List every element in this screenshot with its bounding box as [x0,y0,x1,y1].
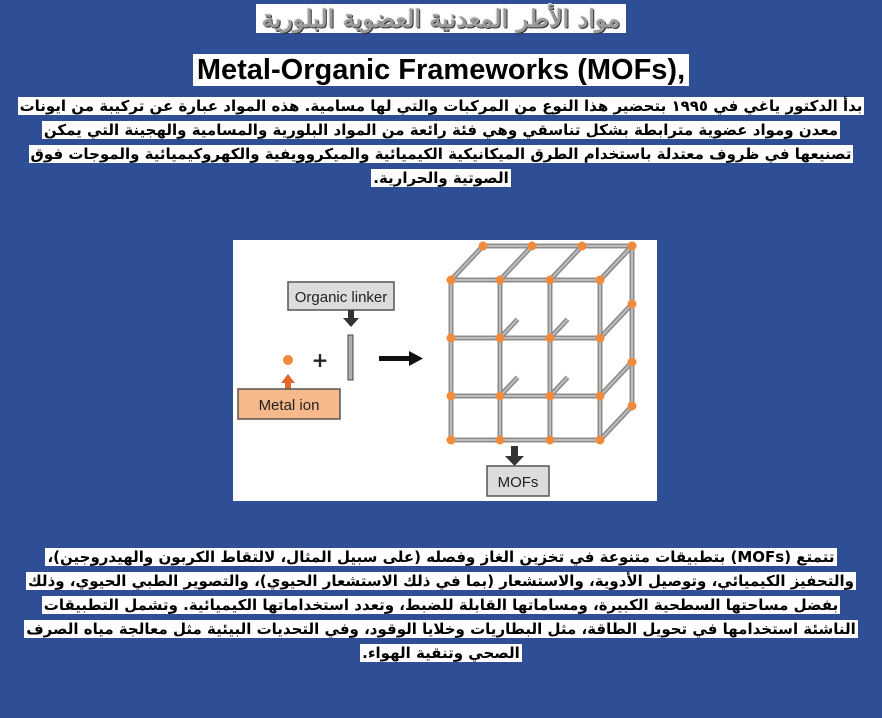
metal-node [628,358,637,367]
lattice-rod-highlight [600,362,632,396]
arabic-title [0,2,882,36]
metal-node [447,392,456,401]
organic-linker-label: Organic linker [294,289,388,306]
metal-node [528,242,537,251]
arabic-title-text: مواد الأطر المعدنية العضوية البلورية [256,4,627,33]
applications-paragraph-text: تتمتع (MOFs) بتطبيقات متنوعة في تخزين الغاز وفصله (على سبيل المثال، لالتقاط الكربون والهيدروجين)، والتحفيز الكيميائي، وتوصيل الأدوية، والاستشعار (بما في ذلك الاستشعار الحيوي)، والتصوير الطبي الحيوي، وذلك بفضل مساحتها السطحية الكبيرة، ومساماتها القابلة للضبط، وتعدد استخداماتها الكيميائية. وتشمل التطبيقات الناشئة استخدامها في تحويل الطاقة، مثل البطاريات وخلايا الوقود، وفي التحديات البيئية مثل معالجة مياه الصرف الصحي وتنقية الهواء. [26,548,856,662]
metal-node [447,436,456,445]
metal-ion-arrow-icon [281,374,295,389]
lattice-rod-highlight [600,406,632,440]
metal-node [578,242,587,251]
metal-node [447,334,456,343]
plus-sign: + [311,348,329,372]
metal-node [496,392,505,401]
metal-node [496,334,505,343]
metal-ion-dot [283,355,293,365]
metal-node [596,334,605,343]
lattice-rod-highlight [600,246,632,280]
lattice-rod-highlight [550,246,582,280]
metal-node [628,402,637,411]
mofs-arrow-icon [505,446,524,466]
intro-paragraph [16,94,866,190]
english-title [0,50,882,90]
metal-node [546,436,555,445]
metal-node [596,436,605,445]
metal-node [546,334,555,343]
linker-rod [348,335,353,380]
metal-node [496,276,505,285]
metal-node [596,276,605,285]
mof-diagram [233,240,657,501]
metal-node [628,242,637,251]
intro-paragraph-text: بدأ الدكتور ياغي في ١٩٩٥ بتحضير هذا النوع من المركبات والتي لها مسامية. هذه المواد عبارة عن تركيبة من ايونات معدن ومواد عضوية مترابطة بشكل تناسقي وهي فئة رائعة من المواد البلورية والمسامية والهجينة التي يمكن تصنيعها في ظروف معتدلة باستخدام الطرق الميكانيكية الكيميائية والميكروويفية والكهروكيميائية والموجات فوق الصوتية والحرارية. [19,97,863,187]
mofs-label: MOFs [497,474,539,491]
metal-ion-label: Metal ion [258,397,320,414]
metal-node [546,392,555,401]
applications-paragraph [16,545,866,665]
metal-node [596,392,605,401]
lattice-rod-highlight [600,304,632,338]
lattice-rod-highlight [500,246,532,280]
english-title-text: Metal-Organic Frameworks (MOFs), [193,54,689,86]
metal-node [628,300,637,309]
metal-node [496,436,505,445]
lattice-rod-highlight [451,246,483,280]
metal-node [479,242,488,251]
mof-lattice [447,242,637,445]
metal-node [447,276,456,285]
metal-node [546,276,555,285]
linker-arrow-icon [343,310,359,327]
reaction-arrow-icon [379,351,423,366]
